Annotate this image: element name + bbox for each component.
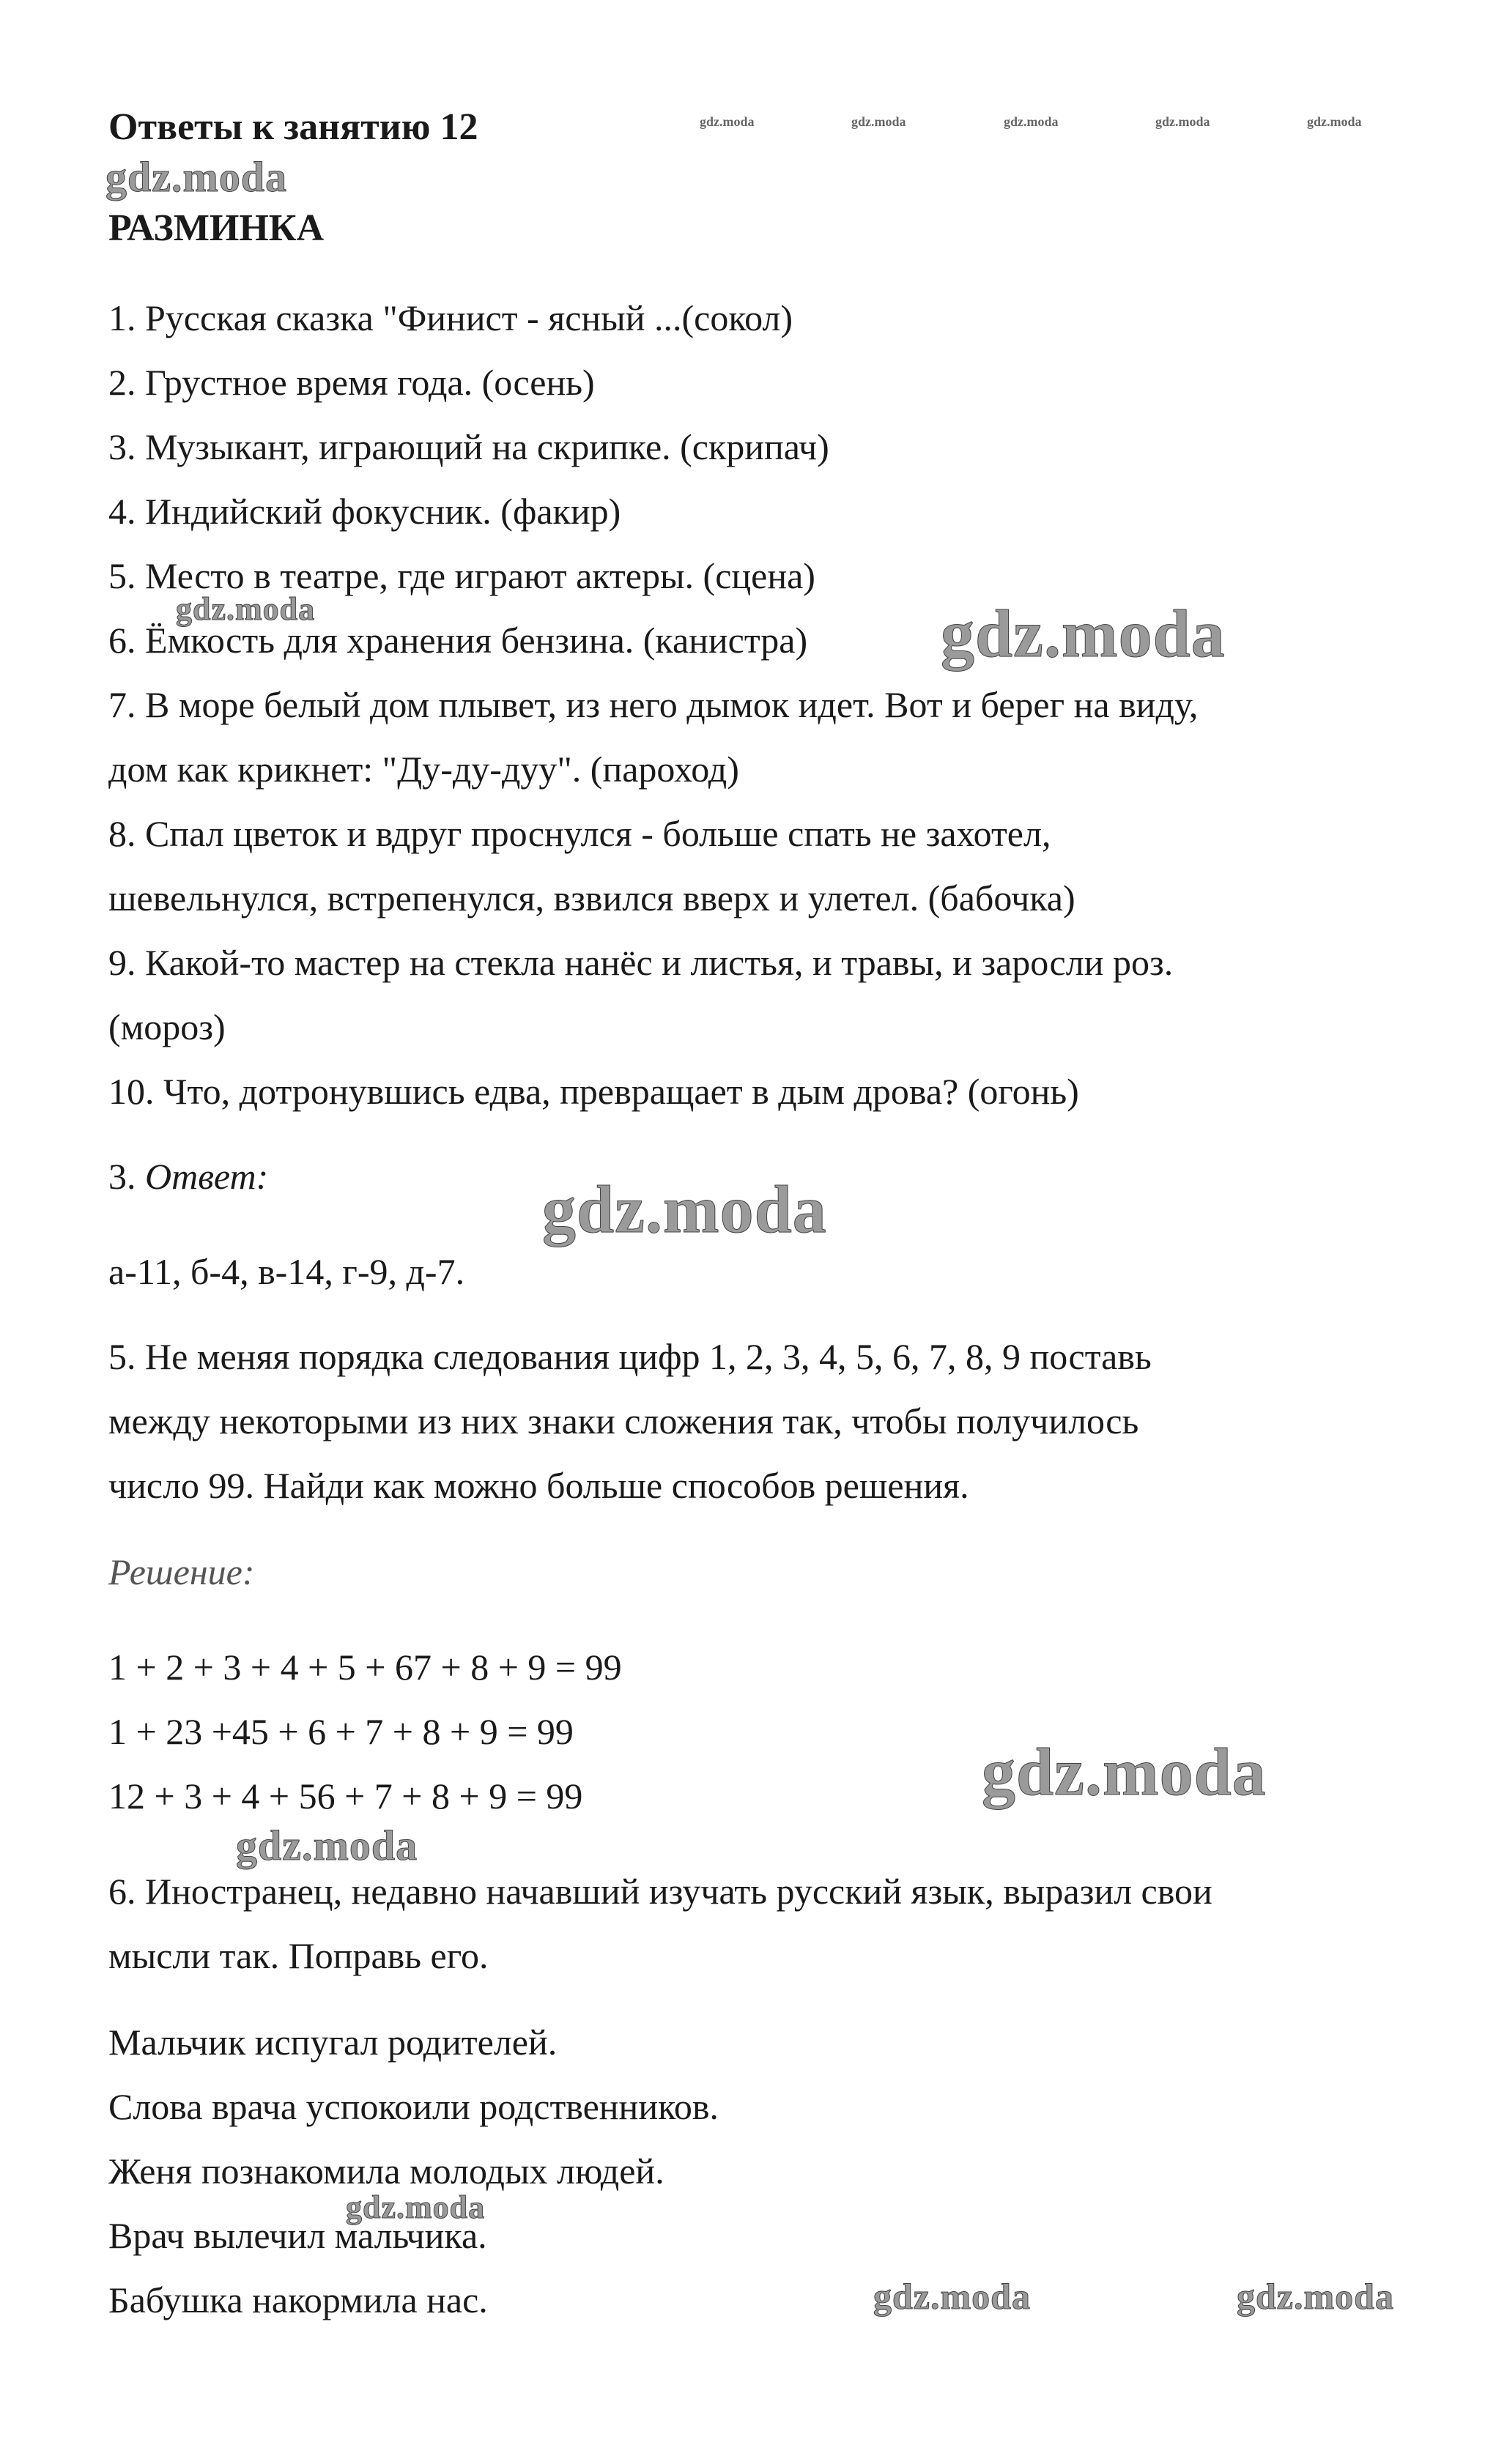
watermark: gdz.moda bbox=[941, 596, 1226, 671]
warmup-item: 1. Русская сказка "Финист - ясный ...(сокол) bbox=[108, 297, 793, 338]
section-heading: РАЗМИНКА bbox=[108, 207, 325, 249]
task3-answer-label bbox=[108, 1154, 268, 1198]
watermark-small: gdz.moda bbox=[1004, 114, 1059, 129]
warmup-item: 8. Спал цветок и вдруг проснулся - больше спать не захотел, bbox=[108, 813, 1051, 854]
solution-equation: 1 + 23 +45 + 6 + 7 + 8 + 9 = 99 bbox=[108, 1711, 574, 1752]
task6-text: мысли так. Поправь его. bbox=[108, 1935, 489, 1976]
watermark: gdz.moda bbox=[176, 591, 316, 627]
task3-label: Ответ: bbox=[145, 1156, 269, 1197]
task6-sentence: Слова врача успокоили родственников. bbox=[108, 2086, 719, 2127]
watermark: gdz.moda bbox=[236, 1822, 418, 1869]
watermark-small: gdz.moda bbox=[700, 114, 755, 129]
warmup-item: 6. Ёмкость для хранения бензина. (канистра) bbox=[108, 620, 808, 661]
task5-text: 5. Не меняя порядка следования цифр 1, 2, 3, 4, 5, 6, 7, 8, 9 поставь bbox=[108, 1336, 1152, 1377]
warmup-item: 10. Что, дотронувшись едва, превращает в дым дрова? (огонь) bbox=[108, 1071, 1079, 1112]
watermark-small: gdz.moda bbox=[1307, 114, 1362, 129]
warmup-item: 7. В море белый дом плывет, из него дымок идет. Вот и берег на виду, bbox=[108, 684, 1199, 725]
watermark: gdz.moda bbox=[542, 1172, 827, 1247]
warmup-item: 9. Какой-то мастер на стекла нанёс и листья, и травы, и заросли роз. bbox=[108, 942, 1174, 983]
warmup-item: 3. Музыкант, играющий на скрипке. (скрипач) bbox=[108, 426, 829, 467]
task6-text: 6. Иностранец, недавно начавший изучать русский язык, выразил свои bbox=[108, 1871, 1212, 1912]
warmup-item: 2. Грустное время года. (осень) bbox=[108, 362, 595, 403]
task6-sentence: Врач вылечил мальчика. bbox=[108, 2215, 487, 2256]
task5-text: между некоторыми из них знаки сложения так, чтобы получилось bbox=[108, 1400, 1139, 1441]
watermark: gdz.moda bbox=[873, 2276, 1031, 2317]
task5-text: число 99. Найди как можно больше способов решения. bbox=[108, 1465, 969, 1506]
page-title: Ответы к занятию 12 bbox=[108, 106, 478, 148]
watermark: gdz.moda bbox=[982, 1734, 1267, 1809]
solution-label: Решение: bbox=[108, 1551, 255, 1592]
warmup-item-continued: дом как крикнет: "Ду-ду-дуу". (пароход) bbox=[108, 749, 739, 790]
watermark: gdz.moda bbox=[105, 153, 288, 201]
watermark-small: gdz.moda bbox=[1155, 114, 1210, 129]
watermark: gdz.moda bbox=[1237, 2276, 1394, 2317]
warmup-item-continued: (мороз) bbox=[108, 1006, 226, 1047]
task3-number: 3. bbox=[108, 1156, 136, 1197]
warmup-item-continued: шевельнулся, встрепенулся, взвился вверх и улетел. (бабочка) bbox=[108, 877, 1075, 919]
task3-answer: а-11, б-4, в-14, г-9, д-7. bbox=[108, 1251, 465, 1292]
warmup-item: 5. Место в театре, где играют актеры. (сцена) bbox=[108, 555, 815, 596]
watermark-small: gdz.moda bbox=[851, 114, 906, 129]
solution-equation: 12 + 3 + 4 + 56 + 7 + 8 + 9 = 99 bbox=[108, 1775, 583, 1817]
warmup-item: 4. Индийский фокусник. (факир) bbox=[108, 491, 621, 532]
task6-sentence: Женя познакомила молодых людей. bbox=[108, 2151, 664, 2192]
task6-sentence: Бабушка накормила нас. bbox=[108, 2279, 488, 2320]
watermark: gdz.moda bbox=[346, 2189, 486, 2225]
solution-equation: 1 + 2 + 3 + 4 + 5 + 67 + 8 + 9 = 99 bbox=[108, 1647, 622, 1688]
task6-sentence: Мальчик испугал родителей. bbox=[108, 2022, 558, 2063]
